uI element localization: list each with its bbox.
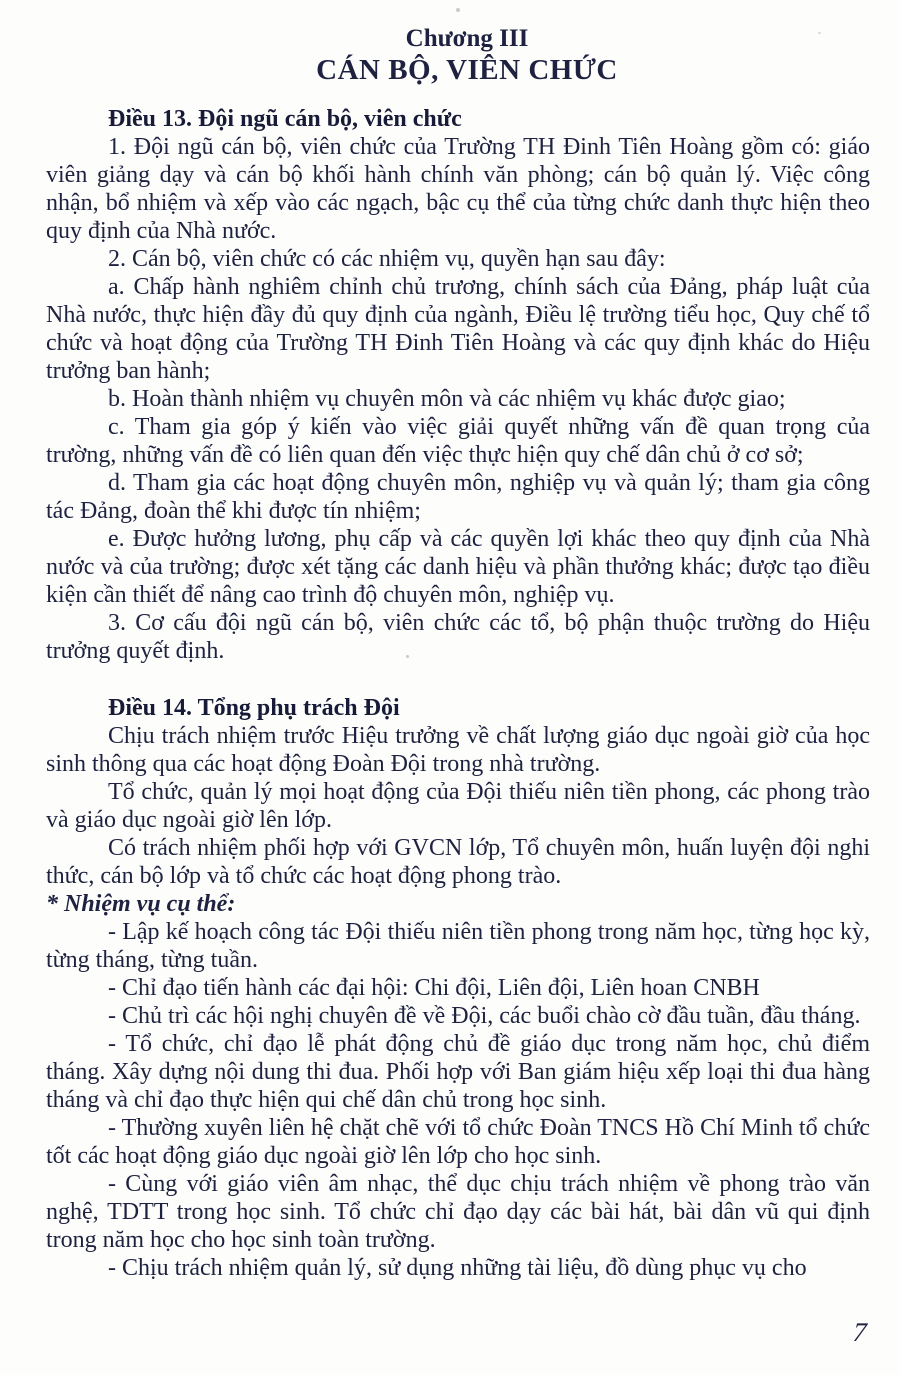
document-text bbox=[46, 105, 870, 1282]
scan-speck bbox=[406, 655, 409, 658]
bullet-paragraph: - Cùng với giáo viên âm nhạc, thể dục chịu trách nhiệm về phong trào văn nghệ, TDTT trong học sinh. Tổ chức chỉ đạo dạy các bài hát, bài dân vũ qui định trong năm học cho học sinh toàn trường. bbox=[46, 1171, 870, 1253]
scan-speck bbox=[818, 32, 821, 34]
page-number: 7 bbox=[851, 1317, 868, 1347]
paragraph: Có trách nhiệm phối hợp với GVCN lớp, Tổ chuyên môn, huấn luyện đội nghi thức, cán bộ lớp và tổ chức các hoạt động phong trào. bbox=[46, 835, 870, 889]
bullet-paragraph: - Thường xuyên liên hệ chặt chẽ với tổ chức Đoàn TNCS Hồ Chí Minh tổ chức tốt các hoạt động giáo dục ngoài giờ lên lớp cho học sinh. bbox=[46, 1115, 870, 1169]
bullet-paragraph: - Chịu trách nhiệm quản lý, sử dụng những tài liệu, đồ dùng phục vụ cho bbox=[108, 1255, 807, 1281]
chapter-label: Chương III bbox=[405, 25, 529, 52]
paragraph: e. Được hưởng lương, phụ cấp và các quyền lợi khác theo quy định của Nhà nước và của trường; được xét tặng các danh hiệu và phần thưởng khác; được tạo điều kiện cần thiết để nâng cao trình độ chuyên môn, nghiệp vụ. bbox=[46, 526, 870, 608]
paragraph: 2. Cán bộ, viên chức có các nhiệm vụ, quyền hạn sau đây: bbox=[108, 246, 666, 272]
chapter-title: CÁN BỘ, VIÊN CHỨC bbox=[316, 54, 618, 86]
paragraph: Tổ chức, quản lý mọi hoạt động của Đội thiếu niên tiền phong, các phong trào và giáo dục ngoài giờ lên lớp. bbox=[46, 779, 870, 833]
note-heading: * Nhiệm vụ cụ thể: bbox=[46, 891, 236, 917]
paragraph: b. Hoàn thành nhiệm vụ chuyên môn và các nhiệm vụ khác được giao; bbox=[108, 386, 786, 412]
paragraph: a. Chấp hành nghiêm chỉnh chủ trương, chính sách của Đảng, pháp luật của Nhà nước, thực hiện đầy đủ quy định của ngành, Điều lệ trường tiểu học, Quy chế tổ chức và hoạt động của Trường TH Đinh Tiên Hoàng và các quy định khác do Hiệu trưởng ban hành; bbox=[46, 274, 870, 384]
scan-speck bbox=[456, 8, 460, 12]
paragraph: d. Tham gia các hoạt động chuyên môn, nghiệp vụ và quản lý; tham gia công tác Đảng, đoàn thể khi được tín nhiệm; bbox=[46, 470, 870, 524]
paragraph: 3. Cơ cấu đội ngũ cán bộ, viên chức các tổ, bộ phận thuộc trường do Hiệu trưởng quyết định. bbox=[46, 610, 870, 664]
bullet-paragraph: - Tổ chức, chỉ đạo lễ phát động chủ đề giáo dục trong năm học, chủ điểm tháng. Xây dựng nội dung thi đua. Phối hợp với Ban giám hiệu xếp loại thi đua hàng tháng và chỉ đạo thực hiện qui chế dân chủ trong học sinh. bbox=[46, 1031, 870, 1113]
bullet-paragraph: - Chỉ đạo tiến hành các đại hội: Chi đội, Liên đội, Liên hoan CNBH bbox=[108, 975, 760, 1001]
section-heading-dieu-14: Điều 14. Tổng phụ trách Đội bbox=[108, 695, 400, 721]
paragraph: c. Tham gia góp ý kiến vào việc giải quyết những vấn đề quan trọng của trường, những vấn đề có liên quan đến việc thực hiện quy chế dân chủ ở cơ sở; bbox=[46, 414, 870, 468]
paragraph: 1. Đội ngũ cán bộ, viên chức của Trường TH Đinh Tiên Hoàng gồm có: giáo viên giảng dạy và cán bộ khối hành chính văn phòng; cán bộ quản lý. Việc công nhận, bổ nhiệm và xếp vào các ngạch, bậc cụ thể của từng chức danh thực hiện theo quy định của Nhà nước. bbox=[46, 134, 870, 244]
bullet-paragraph: - Lập kế hoạch công tác Đội thiếu niên tiền phong trong năm học, từng học kỳ, từng tháng, từng tuần. bbox=[46, 919, 870, 973]
bullet-paragraph: - Chủ trì các hội nghị chuyên đề về Đội, các buổi chào cờ đầu tuần, đầu tháng. bbox=[108, 1003, 861, 1029]
paragraph: Chịu trách nhiệm trước Hiệu trưởng về chất lượng giáo dục ngoài giờ của học sinh thông qua các hoạt động Đoàn Đội trong nhà trường. bbox=[46, 723, 870, 777]
section-heading-dieu-13: Điều 13. Đội ngũ cán bộ, viên chức bbox=[108, 106, 462, 132]
